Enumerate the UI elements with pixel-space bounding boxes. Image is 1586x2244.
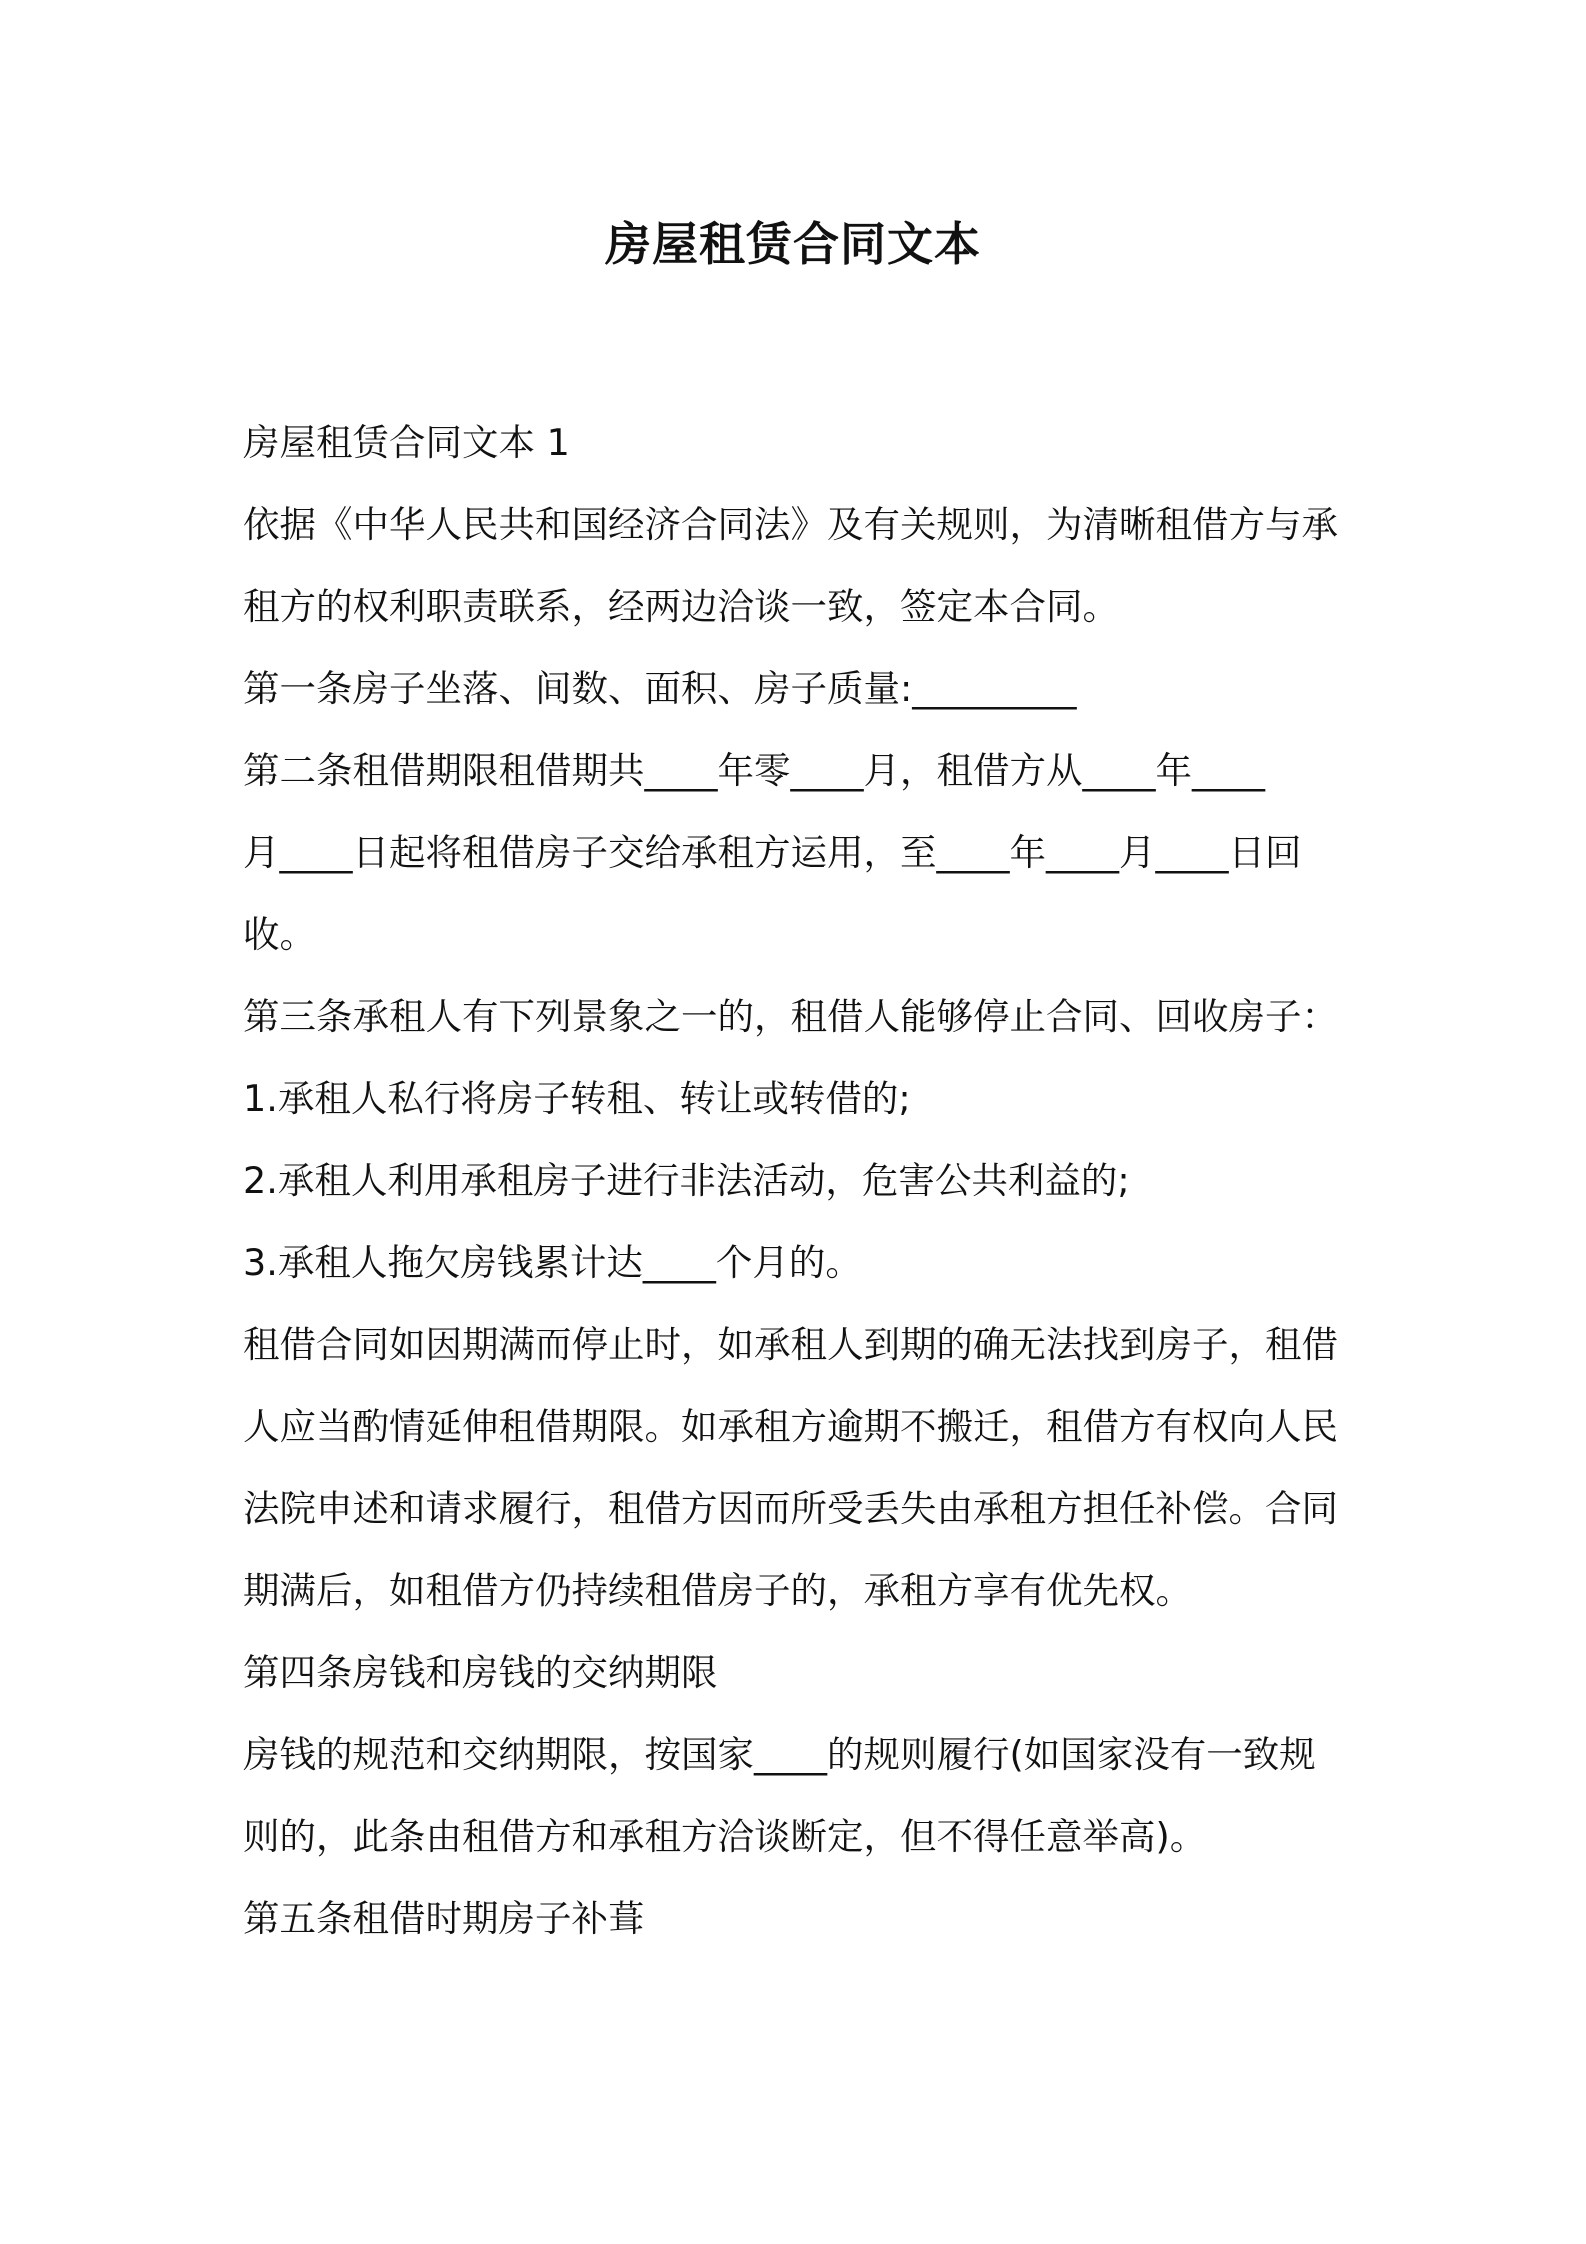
document-body xyxy=(243,402,1359,1960)
paragraph-article-3 xyxy=(243,976,1359,1058)
paragraph-article-1 xyxy=(243,648,1359,730)
paragraph-line: 第四条房钱和房钱的交纳期限 xyxy=(243,1651,718,1694)
paragraph-line: 第二条租借期限租借期共____年零____月，租借方从____年____ xyxy=(243,749,1265,792)
paragraph-line: 期满后，如租借方仍持续租借房子的，承租方享有优先权。 xyxy=(243,1569,1192,1612)
paragraph-line: 房屋租赁合同文本 1 xyxy=(243,421,570,464)
paragraph-expiry xyxy=(243,1304,1359,1632)
paragraph-line: 法院申述和请求履行，租借方因而所受丢失由承租方担任补偿。合同 xyxy=(243,1487,1338,1530)
paragraph-line: 2.承租人利用承租房子进行非法活动，危害公共利益的; xyxy=(243,1159,1130,1202)
list-item-2 xyxy=(243,1140,1359,1222)
paragraph-line: 房钱的规范和交纳期限，按国家____的规则履行(如国家没有一致规 xyxy=(243,1733,1316,1776)
paragraph-line: 第三条承租人有下列景象之一的，租借人能够停止合同、回收房子： xyxy=(243,995,1338,1038)
list-item-3 xyxy=(243,1222,1359,1304)
paragraph-line: 租方的权利职责联系，经两边洽谈一致，签定本合同。 xyxy=(243,585,1119,628)
paragraph-line: 月____日起将租借房子交给承租方运用，至____年____月____日回 xyxy=(243,831,1302,874)
paragraph-line: 1.承租人私行将房子转租、转让或转借的; xyxy=(243,1077,911,1120)
paragraph-line: 租借合同如因期满而停止时，如承租人到期的确无法找到房子，租借 xyxy=(243,1323,1338,1366)
paragraph-article-5 xyxy=(243,1878,1359,1960)
paragraph-line: 第一条房子坐落、间数、面积、房子质量:_________ xyxy=(243,667,1077,710)
paragraph-line: 人应当酌情延伸租借期限。如承租方逾期不搬迁，租借方有权向人民 xyxy=(243,1405,1338,1448)
paragraph-rent-terms xyxy=(243,1714,1359,1878)
paragraph-line: 第五条租借时期房子补葺 xyxy=(243,1897,645,1940)
document-title: 房屋租赁合同文本 xyxy=(605,217,981,271)
paragraph-article-4 xyxy=(243,1632,1359,1714)
paragraph-line: 则的，此条由租借方和承租方洽谈断定，但不得任意举高)。 xyxy=(243,1815,1207,1858)
paragraph-article-2 xyxy=(243,730,1359,976)
paragraph-preamble xyxy=(243,484,1359,648)
paragraph-line: 3.承租人拖欠房钱累计达____个月的。 xyxy=(243,1241,862,1284)
list-item-1 xyxy=(243,1058,1359,1140)
paragraph-line: 依据《中华人民共和国经济合同法》及有关规则，为清晰租借方与承 xyxy=(243,503,1338,546)
paragraph-line: 收。 xyxy=(243,913,316,956)
section-heading xyxy=(243,402,1359,484)
